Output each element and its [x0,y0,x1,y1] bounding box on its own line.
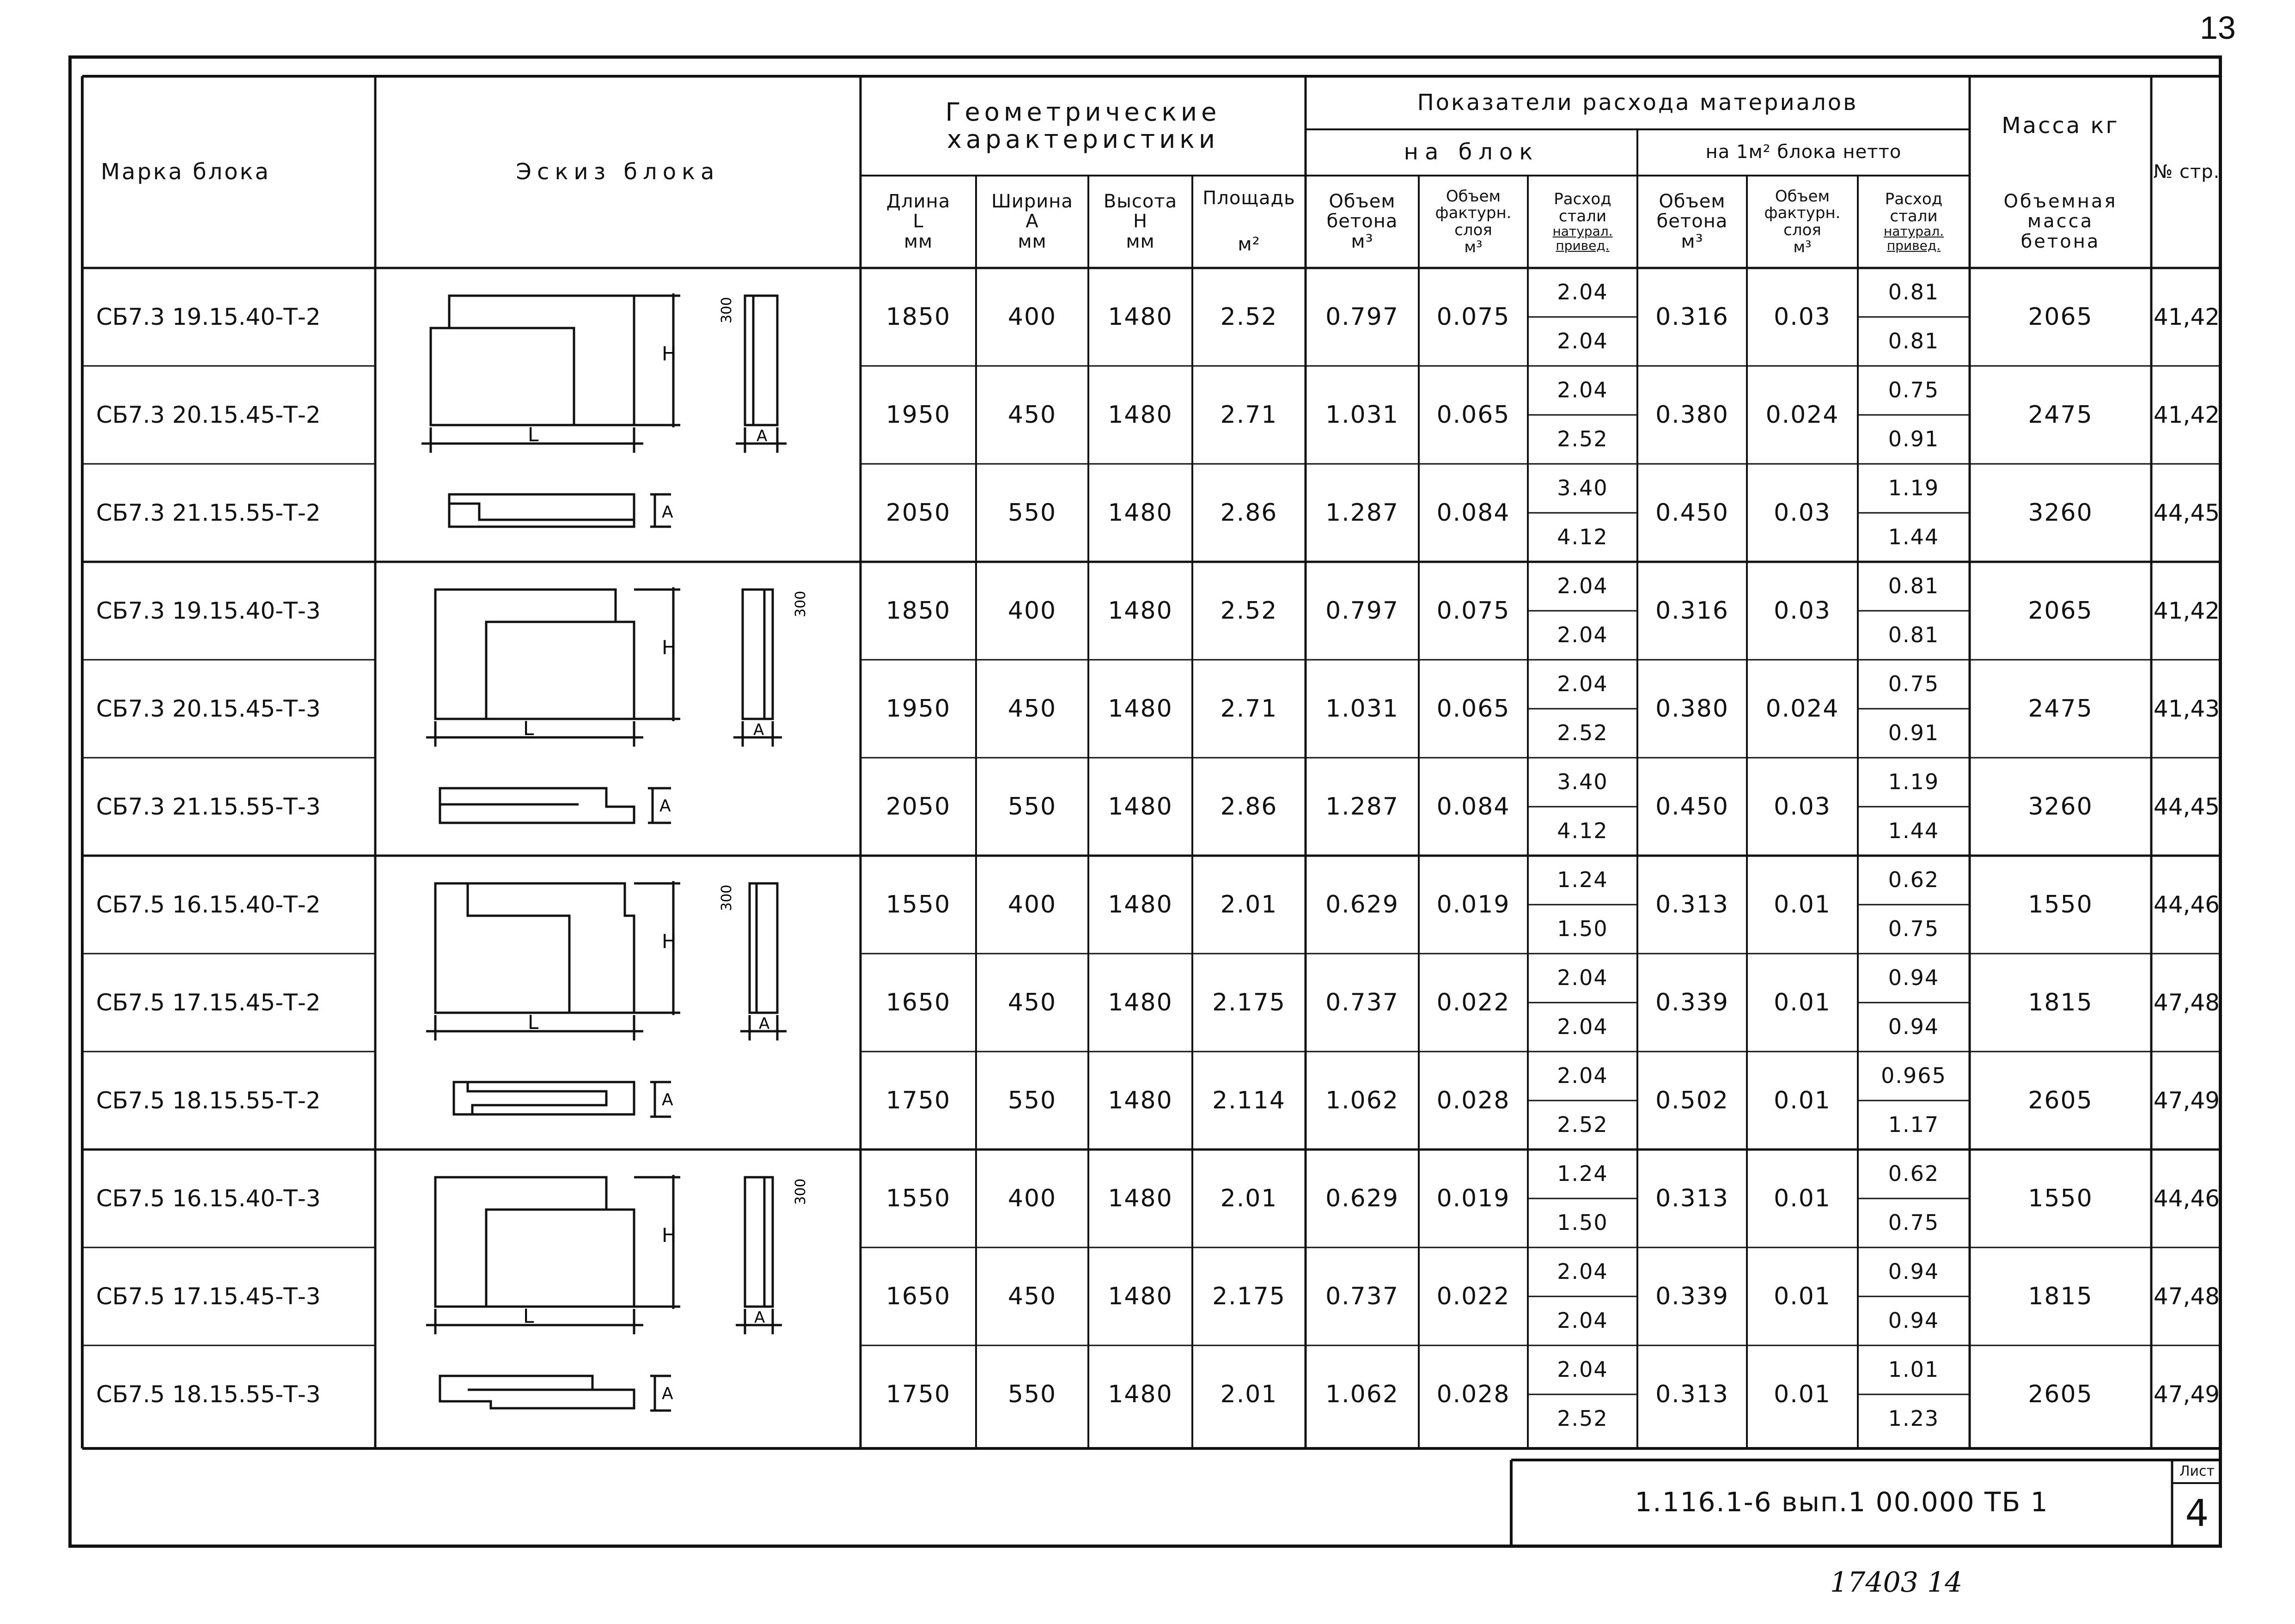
cell-pages: 44,45 [2153,793,2220,820]
header-width-symbol: А [1025,211,1039,232]
cell-vol-block: 1.287 [1325,499,1399,527]
cell-length: 1950 [885,694,951,723]
cell-steel-m2-nat: 0.94 [1888,965,1940,991]
document-code: 1.116.1-6 вып.1 00.000 ТБ 1 [1635,1486,2049,1518]
cell-facing-m2: 0.03 [1774,596,1831,625]
cell-steel-nat: 2.04 [1557,573,1608,599]
cell-facing-m2: 0.01 [1774,890,1831,918]
cell-steel-nat: 2.04 [1557,1259,1608,1284]
cell-length: 1650 [885,988,951,1016]
sketch-label-a2: А [662,1384,673,1403]
cell-pages: 47,48 [2153,1283,2220,1310]
sketch-label-300: 300 [719,884,735,911]
cell-steel-priv: 4.12 [1557,818,1608,844]
cell-height: 1480 [1108,499,1173,527]
cell-vol-block: 0.629 [1325,890,1399,918]
sketch-label-a2: А [659,797,671,815]
cell-steel-m2-nat: 0.94 [1888,1259,1940,1284]
cell-density: 2065 [2028,596,2093,625]
cell-steel-nat: 2.04 [1557,1357,1608,1382]
cell-mark: СБ7.5 18.15.55-Т-3 [96,1381,321,1408]
cell-area: 2.175 [1212,988,1286,1016]
cell-steel-m2-nat: 1.01 [1888,1357,1940,1382]
cell-pages: 41,42 [2153,401,2220,428]
cell-vol-m2: 0.339 [1655,988,1729,1016]
header-steel-m2-l4: привед. [1886,237,1941,253]
cell-facing-m2: 0.01 [1774,1184,1831,1212]
header-mark: Марка блока [101,158,271,185]
block-sketch-group-2 [375,562,861,856]
cell-width: 450 [1007,1282,1057,1310]
cell-vol-m2: 0.313 [1655,1184,1729,1212]
cell-vol-m2: 0.316 [1655,303,1729,331]
header-height-name: Высота [1103,191,1178,213]
cell-vol-m2: 0.339 [1655,1282,1729,1310]
cell-vol-block: 1.031 [1325,401,1399,429]
cell-pages: 47,49 [2153,1087,2220,1114]
cell-vol-block: 1.062 [1325,1380,1399,1408]
cell-steel-m2-priv: 1.44 [1888,818,1940,844]
header-concrete-volume-l2: бетона [1326,211,1398,232]
cell-vol-m2: 0.450 [1655,792,1729,821]
header-facing-volume-l2: фактурн. [1435,204,1512,223]
cell-facing-m2: 0.024 [1765,694,1839,723]
cell-area: 2.71 [1220,694,1278,723]
cell-area: 2.114 [1212,1086,1286,1114]
header-mass: Масса кг [2002,112,2119,139]
header-facing-volume-m2-l1: Объем [1775,187,1830,206]
header-height-symbol: Н [1133,211,1148,232]
cell-facing-m2: 0.03 [1774,303,1831,331]
cell-vol-block: 0.797 [1325,303,1399,331]
cell-width: 400 [1007,596,1057,625]
cell-steel-m2-priv: 1.17 [1888,1112,1940,1137]
cell-steel-m2-nat: 1.19 [1888,475,1940,501]
cell-length: 1650 [885,1282,951,1310]
cell-steel-m2-priv: 0.81 [1888,622,1940,648]
cell-mark: СБ7.3 21.15.55-Т-2 [96,499,321,526]
header-area-name: Площадь [1202,188,1295,209]
cell-height: 1480 [1108,401,1173,429]
cell-density: 2065 [2028,303,2093,331]
header-facing-volume-m2-l4: м³ [1793,237,1812,256]
cell-height: 1480 [1108,1282,1173,1310]
cell-facing-block: 0.022 [1436,988,1510,1016]
cell-mark: СБ7.3 19.15.40-Т-2 [96,304,321,330]
cell-area: 2.01 [1220,890,1278,918]
header-concrete-volume-l1: Объем [1329,191,1396,213]
cell-steel-m2-priv: 1.23 [1888,1406,1940,1431]
cell-density: 1550 [2028,890,2093,918]
cell-vol-m2: 0.502 [1655,1086,1729,1114]
cell-steel-m2-priv: 0.75 [1888,1210,1940,1235]
cell-density: 3260 [2028,792,2093,821]
cell-facing-block: 0.065 [1436,401,1510,429]
cell-steel-m2-priv: 0.94 [1888,1014,1940,1040]
header-geometry-line1: Геометрические [945,97,1221,127]
cell-steel-priv: 2.52 [1557,426,1608,452]
cell-steel-nat: 1.24 [1557,1161,1608,1186]
header-facing-volume-l3: слоя [1454,221,1492,239]
cell-mark: СБ7.3 21.15.55-Т-3 [96,793,321,820]
cell-vol-m2: 0.450 [1655,499,1729,527]
cell-length: 1850 [885,596,951,625]
cell-steel-nat: 3.40 [1557,475,1608,501]
header-density-l3: бетона [2020,231,2100,252]
cell-pages: 41,42 [2153,597,2220,624]
sketch-label-l: L [523,1305,534,1327]
cell-vol-m2: 0.313 [1655,1380,1729,1408]
header-facing-volume [1419,176,1528,268]
cell-width: 450 [1007,694,1057,723]
cell-facing-m2: 0.03 [1774,499,1831,527]
cell-steel-m2-nat: 0.965 [1881,1063,1947,1089]
cell-steel-nat: 1.24 [1557,867,1608,893]
header-steel-m2-l2: стали [1890,207,1938,225]
cell-height: 1480 [1108,988,1173,1016]
header-concrete-volume [1306,176,1419,268]
cell-vol-block: 0.629 [1325,1184,1399,1212]
cell-facing-block: 0.084 [1436,499,1510,527]
cell-steel-priv: 2.52 [1557,1112,1608,1137]
cell-steel-priv: 1.50 [1557,1210,1608,1235]
header-steel-m2-l1: Расход [1885,190,1943,209]
cell-area: 2.52 [1220,596,1278,625]
sketch-label-300: 300 [793,590,809,617]
sketch-label-a: А [753,721,764,739]
cell-facing-block: 0.065 [1436,694,1510,723]
cell-width: 400 [1007,303,1057,331]
header-facing-volume-m2-l2: фактурн. [1764,204,1841,223]
header-concrete-volume-m2-l3: м³ [1681,231,1703,252]
cell-pages: 47,48 [2153,989,2220,1016]
header-geometry [861,76,1306,176]
cell-area: 2.175 [1212,1282,1286,1310]
header-area [1192,176,1306,268]
cell-vol-m2: 0.380 [1655,694,1729,723]
header-density [1970,176,2151,268]
cell-mark: СБ7.5 17.15.45-Т-3 [96,1283,321,1310]
header-height-unit: мм [1126,231,1155,252]
cell-width: 550 [1007,1380,1057,1408]
header-width [976,176,1088,268]
cell-facing-m2: 0.01 [1774,988,1831,1016]
cell-facing-block: 0.084 [1436,792,1510,821]
cell-steel-m2-nat: 0.81 [1888,280,1940,305]
cell-pages: 44,46 [2153,891,2220,918]
cell-facing-block: 0.019 [1436,890,1510,918]
cell-density: 2475 [2028,401,2093,429]
cell-steel-m2-priv: 0.91 [1888,426,1940,452]
header-width-name: Ширина [991,191,1073,213]
cell-height: 1480 [1108,1086,1173,1114]
cell-steel-m2-priv: 0.81 [1888,328,1940,354]
cell-width: 550 [1007,1086,1057,1114]
header-page-number: № стр. [2153,161,2220,182]
cell-length: 1950 [885,401,951,429]
cell-density: 3260 [2028,499,2093,527]
cell-density: 1550 [2028,1184,2093,1212]
cell-density: 2475 [2028,694,2093,723]
cell-width: 400 [1007,1184,1057,1212]
header-concrete-volume-l3: м³ [1351,231,1373,252]
cell-steel-m2-nat: 0.75 [1888,671,1940,697]
sketch-label-l: L [528,1011,539,1034]
cell-vol-block: 0.797 [1325,596,1399,625]
cell-area: 2.01 [1220,1380,1278,1408]
cell-facing-m2: 0.01 [1774,1086,1831,1114]
cell-steel-nat: 3.40 [1557,769,1608,795]
cell-vol-m2: 0.313 [1655,890,1729,918]
cell-mark: СБ7.3 20.15.45-Т-2 [96,401,321,428]
cell-steel-priv: 2.04 [1557,328,1608,354]
cell-facing-m2: 0.024 [1765,401,1839,429]
sheet-number-top: 13 [2200,10,2236,46]
header-concrete-volume-m2 [1637,176,1747,268]
footer-note: 17403 14 [1830,1566,1963,1599]
cell-vol-block: 1.062 [1325,1086,1399,1114]
cell-steel-m2-nat: 0.75 [1888,377,1940,403]
cell-steel-m2-nat: 0.81 [1888,573,1940,599]
cell-steel-nat: 2.04 [1557,1063,1608,1089]
sketch-label-h: Н [662,342,677,365]
cell-facing-block: 0.022 [1436,1282,1510,1310]
cell-length: 2050 [885,792,951,821]
cell-length: 1550 [885,890,951,918]
block-sketch-group-3 [375,856,861,1150]
cell-length: 1750 [885,1380,951,1408]
sketch-label-l: L [528,423,539,446]
header-facing-volume-m2-l3: слоя [1783,221,1821,239]
cell-height: 1480 [1108,1184,1173,1212]
header-height [1088,176,1192,268]
header-sketch: Эскиз блока [516,158,720,185]
cell-steel-priv: 4.12 [1557,524,1608,550]
cell-width: 450 [1007,401,1057,429]
cell-width: 450 [1007,988,1057,1016]
sketch-label-h: Н [662,636,677,659]
cell-steel-priv: 2.04 [1557,1308,1608,1333]
cell-steel-nat: 2.04 [1557,671,1608,697]
header-per-m2: на 1м² блока нетто [1705,141,1902,163]
cell-area: 2.86 [1220,499,1278,527]
cell-vol-block: 1.287 [1325,792,1399,821]
header-indicators: Показатели расхода материалов [1417,89,1858,116]
cell-vol-block: 0.737 [1325,1282,1399,1310]
cell-facing-block: 0.019 [1436,1184,1510,1212]
cell-facing-block: 0.075 [1436,596,1510,625]
cell-steel-priv: 2.52 [1557,720,1608,746]
header-steel-l1: Расход [1554,190,1611,209]
header-steel-l4: привед. [1556,237,1610,253]
header-per-block: на блок [1404,139,1539,165]
sketch-label-h: Н [662,1224,677,1247]
cell-height: 1480 [1108,596,1173,625]
cell-area: 2.71 [1220,401,1278,429]
sketch-label-h: Н [662,930,677,953]
sketch-label-300: 300 [719,297,735,323]
sheet-label: Лист [2179,1463,2215,1479]
cell-area: 2.52 [1220,303,1278,331]
cell-area: 2.86 [1220,792,1278,821]
header-length-symbol: L [913,211,924,232]
sketch-label-a: А [757,427,768,445]
cell-pages: 41,42 [2153,304,2220,330]
sketch-label-300: 300 [793,1178,809,1205]
cell-mark: СБ7.5 16.15.40-Т-2 [96,891,321,918]
cell-mark: СБ7.3 20.15.45-Т-3 [96,695,321,722]
cell-height: 1480 [1108,890,1173,918]
sheet-number: 4 [2185,1492,2209,1535]
sketch-label-a2: А [662,1090,673,1109]
cell-density: 2605 [2028,1086,2093,1114]
cell-density: 1815 [2028,988,2093,1016]
header-concrete-volume-m2-l2: бетона [1656,211,1728,232]
header-steel [1528,176,1637,268]
cell-steel-priv: 2.04 [1557,1014,1608,1040]
sketch-label-a: А [759,1015,770,1033]
block-sketch-group-4 [375,1150,861,1443]
header-length [861,176,976,268]
header-facing-volume-m2 [1747,176,1858,268]
header-geometry-line2: характеристики [946,124,1220,154]
header-width-unit: мм [1018,231,1047,252]
header-steel-m2 [1858,176,1970,268]
header-steel-l3: натурал. [1552,224,1613,239]
cell-length: 1850 [885,303,951,331]
cell-width: 550 [1007,499,1057,527]
header-facing-volume-l1: Объем [1446,187,1501,206]
cell-mark: СБ7.5 16.15.40-Т-3 [96,1185,321,1212]
cell-steel-m2-priv: 0.75 [1888,916,1940,942]
cell-area: 2.01 [1220,1184,1278,1212]
header-area-unit: м² [1238,234,1260,255]
cell-density: 1815 [2028,1282,2093,1310]
cell-steel-m2-nat: 0.62 [1888,1161,1940,1186]
cell-steel-m2-priv: 0.94 [1888,1308,1940,1333]
cell-density: 2605 [2028,1380,2093,1408]
cell-length: 1550 [885,1184,951,1212]
cell-steel-nat: 2.04 [1557,965,1608,991]
cell-pages: 44,45 [2153,499,2220,526]
cell-vol-block: 0.737 [1325,988,1399,1016]
cell-facing-m2: 0.01 [1774,1282,1831,1310]
cell-steel-m2-nat: 1.19 [1888,769,1940,795]
cell-pages: 47,49 [2153,1381,2220,1408]
cell-steel-m2-nat: 0.62 [1888,867,1940,893]
sketch-label-a2: А [662,503,673,522]
sketch-label-l: L [523,717,534,740]
cell-length: 1750 [885,1086,951,1114]
cell-mark: СБ7.5 18.15.55-Т-2 [96,1087,321,1114]
cell-mark: СБ7.5 17.15.45-Т-2 [96,989,321,1016]
cell-facing-block: 0.075 [1436,303,1510,331]
header-steel-l2: стали [1558,207,1607,225]
header-facing-volume-l4: м³ [1464,237,1483,256]
header-density-l2: масса [2027,211,2094,232]
sketch-label-a: А [754,1308,765,1327]
cell-facing-block: 0.028 [1436,1086,1510,1114]
cell-height: 1480 [1108,303,1173,331]
header-steel-m2-l3: натурал. [1883,224,1944,239]
cell-facing-m2: 0.03 [1774,792,1831,821]
cell-width: 400 [1007,890,1057,918]
cell-facing-block: 0.028 [1436,1380,1510,1408]
cell-steel-priv: 1.50 [1557,916,1608,942]
block-sketch-group-1 [375,268,861,562]
cell-mark: СБ7.3 19.15.40-Т-3 [96,597,321,624]
cell-height: 1480 [1108,694,1173,723]
cell-width: 550 [1007,792,1057,821]
cell-facing-m2: 0.01 [1774,1380,1831,1408]
cell-steel-m2-priv: 0.91 [1888,720,1940,746]
cell-length: 2050 [885,499,951,527]
header-concrete-volume-m2-l1: Объем [1659,191,1726,213]
cell-vol-m2: 0.316 [1655,596,1729,625]
header-density-l1: Объемная [2003,191,2118,213]
cell-height: 1480 [1108,792,1173,821]
cell-vol-block: 1.031 [1325,694,1399,723]
cell-pages: 44,46 [2153,1185,2220,1212]
cell-height: 1480 [1108,1380,1173,1408]
cell-steel-nat: 2.04 [1557,280,1608,305]
header-length-unit: мм [903,231,933,252]
cell-steel-priv: 2.04 [1557,622,1608,648]
header-length-name: Длина [886,191,951,213]
cell-pages: 41,43 [2153,695,2220,722]
cell-steel-priv: 2.52 [1557,1406,1608,1431]
cell-vol-m2: 0.380 [1655,401,1729,429]
cell-steel-m2-priv: 1.44 [1888,524,1940,550]
cell-steel-nat: 2.04 [1557,377,1608,403]
